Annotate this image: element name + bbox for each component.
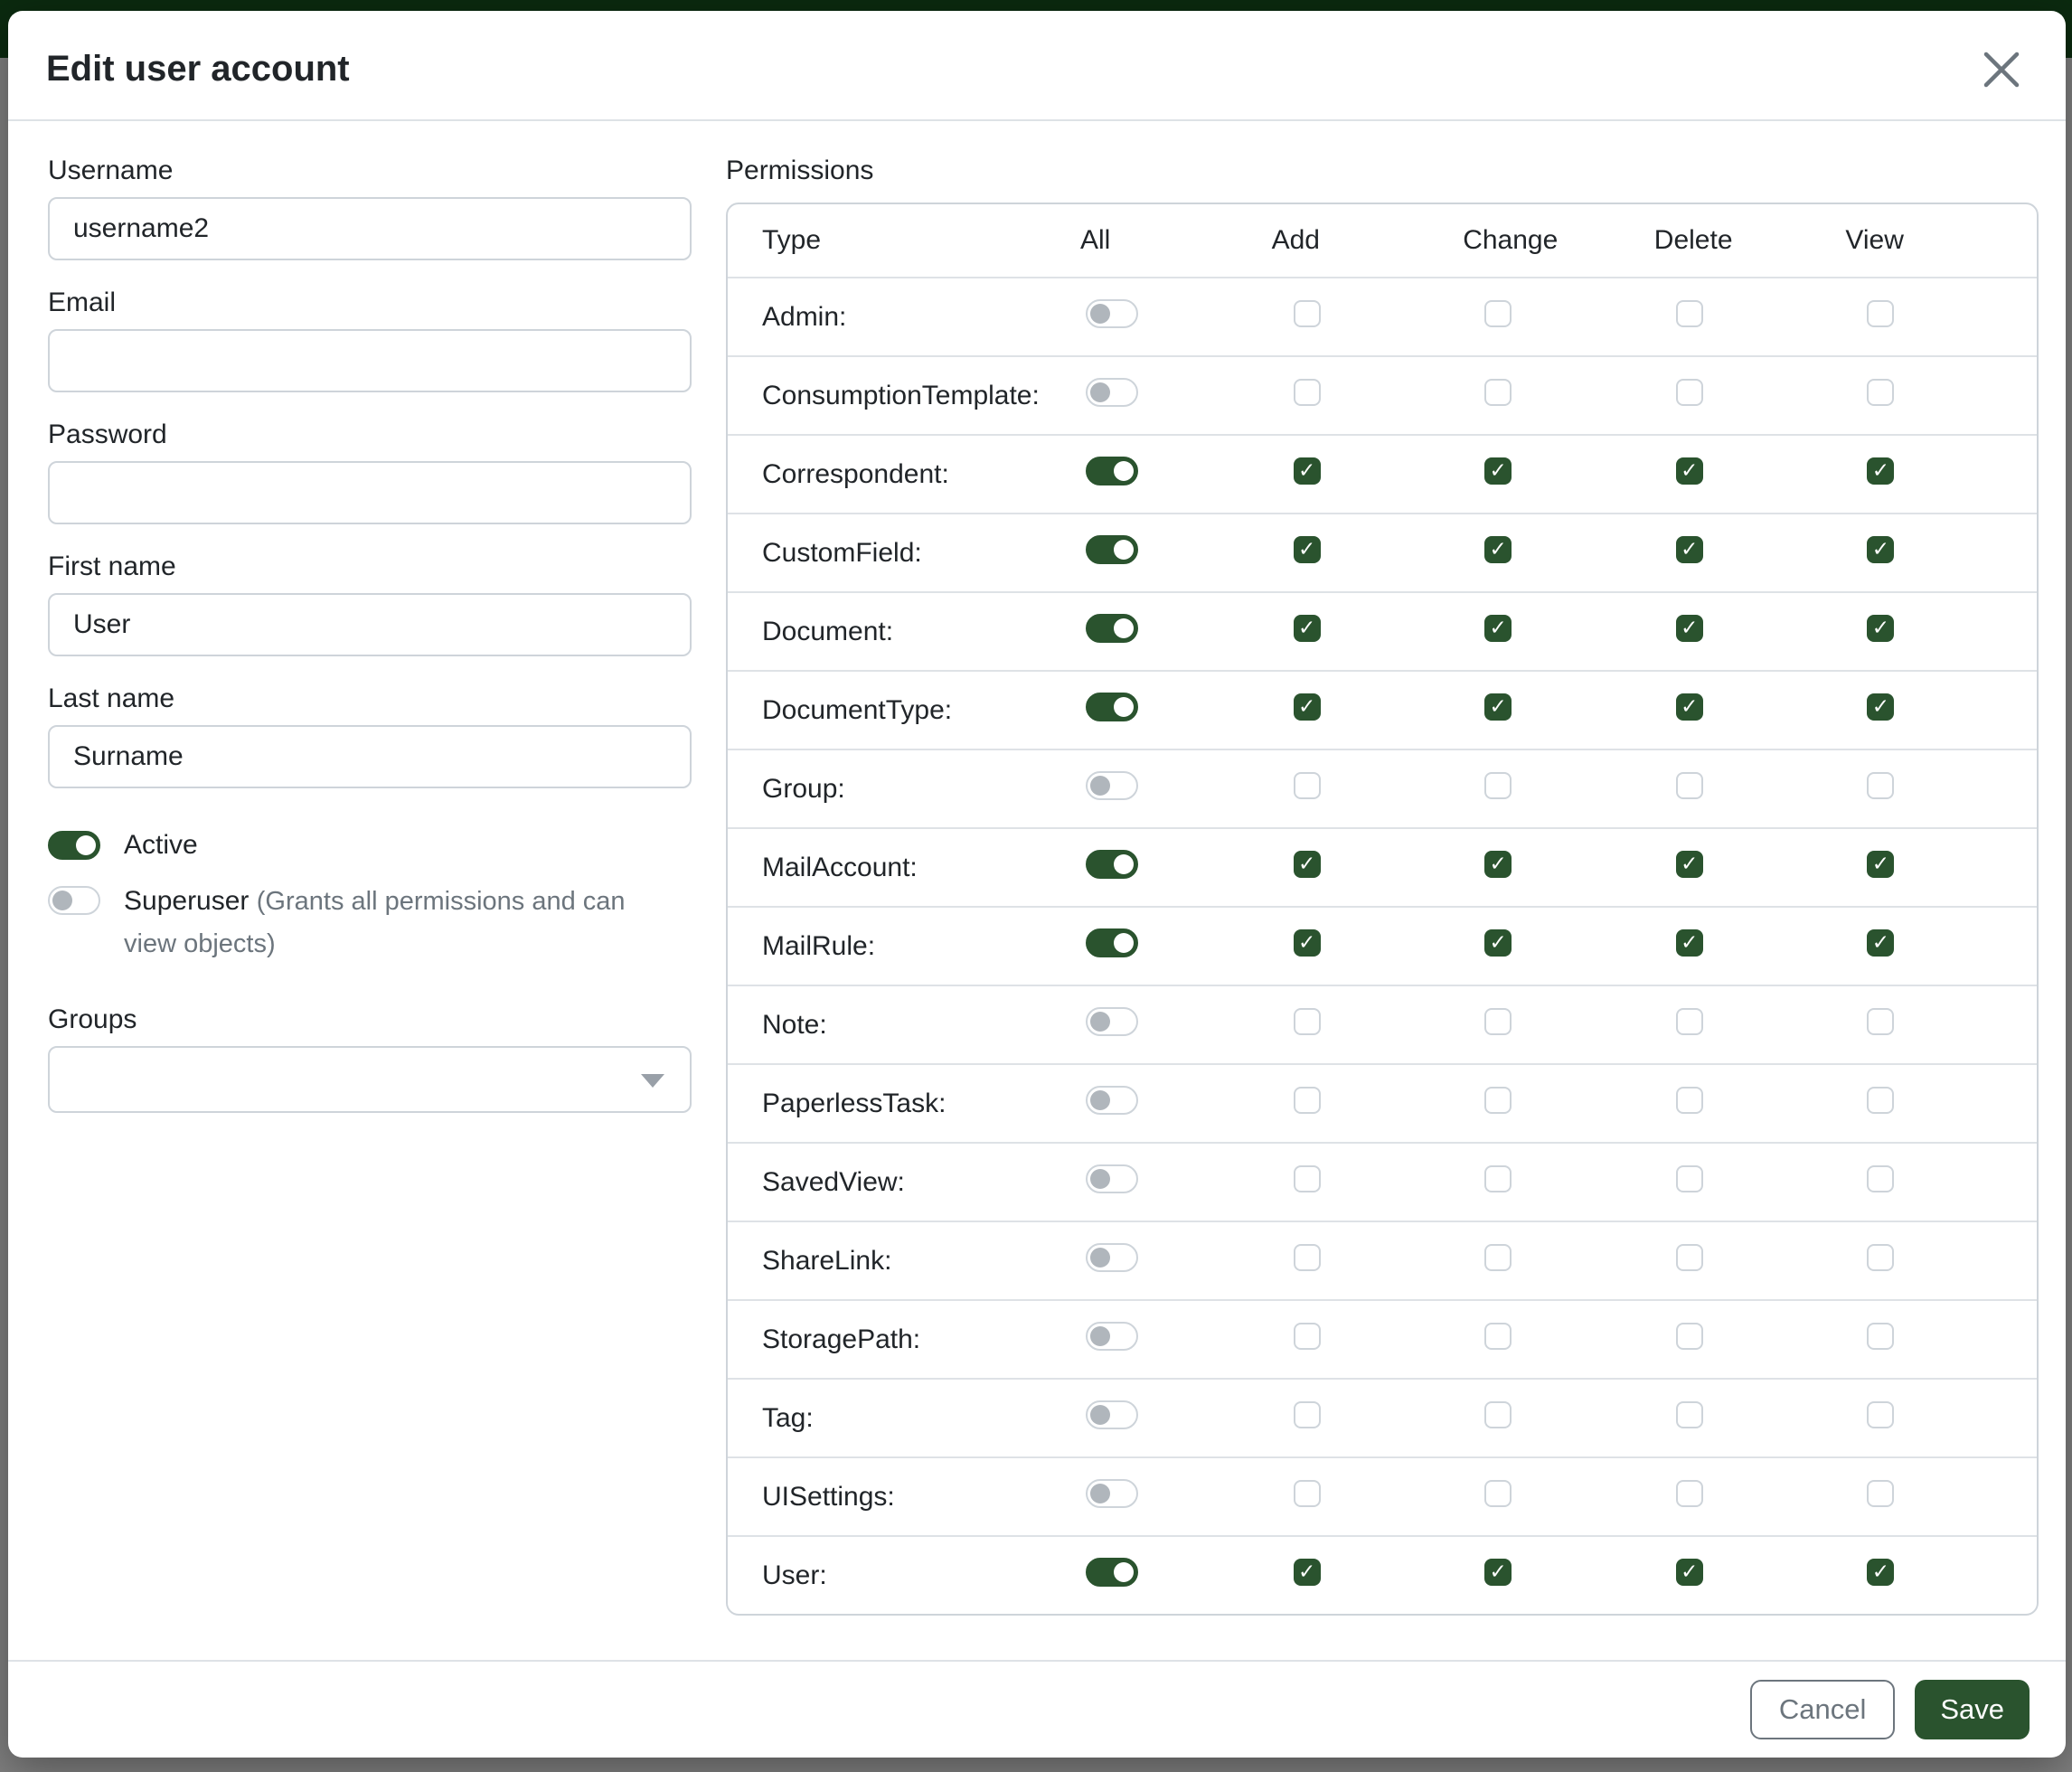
permission-delete-checkbox[interactable] [1676,1559,1703,1586]
permission-delete-cell [1654,1008,1846,1042]
permission-change-cell [1463,379,1654,413]
permission-change-cell [1463,1401,1654,1436]
permission-type-label: CustomField: [762,537,922,568]
permission-delete-cell [1654,772,1846,806]
last-name-input[interactable] [48,725,692,788]
permission-delete-cell [1654,615,1846,649]
permission-view-cell [1845,1323,2037,1357]
toggle-knob [76,835,96,855]
permission-view-cell [1845,851,2037,885]
permission-view-cell [1845,1008,2037,1042]
permission-add-cell [1272,1559,1464,1593]
permission-add-checkbox[interactable] [1294,1244,1321,1271]
password-label: Password [48,419,167,449]
permission-view-checkbox[interactable] [1867,1401,1894,1428]
permission-all-cell [1080,850,1272,886]
column-header-type: Type [762,225,822,255]
permission-add-checkbox[interactable] [1294,1008,1321,1035]
permission-view-checkbox[interactable] [1867,1008,1894,1035]
permission-all-toggle[interactable] [1086,457,1138,485]
permission-view-cell [1845,929,2037,964]
permission-all-cell [1080,1558,1272,1594]
permission-row [728,1221,2037,1299]
permission-delete-cell [1654,1244,1846,1278]
permission-type-label: Correspondent: [762,458,949,489]
permission-view-cell [1845,1244,2037,1278]
permissions-label: Permissions [726,156,874,185]
permissions-table [726,203,2039,1616]
column-header-view: View [1845,225,1904,255]
permission-add-checkbox[interactable] [1294,929,1321,957]
permission-all-toggle[interactable] [1086,1243,1138,1272]
permission-add-cell [1272,772,1464,806]
password-input[interactable] [48,461,692,524]
permission-change-checkbox[interactable] [1484,1165,1512,1192]
chevron-down-icon [641,1074,664,1088]
permission-row [728,1456,2037,1535]
permission-add-checkbox[interactable] [1294,615,1321,642]
column-header-all: All [1080,225,1111,255]
permission-delete-checkbox[interactable] [1676,1323,1703,1350]
permission-add-checkbox[interactable] [1294,1480,1321,1507]
permission-row [728,1142,2037,1221]
permission-view-cell [1845,379,2037,413]
toggle-knob [1090,1248,1110,1268]
permissions-section [726,156,2039,1660]
permission-add-cell [1272,693,1464,728]
modal-header [8,11,2066,121]
permission-change-cell [1463,536,1654,570]
permission-change-cell [1463,1165,1654,1200]
permission-change-cell [1463,772,1654,806]
permission-all-cell [1080,1086,1272,1122]
permission-change-checkbox[interactable] [1484,1244,1512,1271]
permission-change-cell [1463,457,1654,492]
groups-label: Groups [48,1004,137,1034]
permission-delete-checkbox[interactable] [1676,615,1703,642]
permission-type-label: MailAccount: [762,852,918,882]
save-button[interactable]: Save [1915,1680,2030,1739]
permission-add-cell [1272,1008,1464,1042]
permission-all-toggle[interactable] [1086,771,1138,800]
permission-all-cell [1080,771,1272,807]
first-name-field-group [48,551,692,656]
permission-add-cell [1272,929,1464,964]
permission-row [728,749,2037,827]
permission-add-checkbox[interactable] [1294,1165,1321,1192]
column-header-add: Add [1271,225,1320,255]
permission-delete-checkbox[interactable] [1676,536,1703,563]
permission-all-toggle[interactable] [1086,535,1138,564]
permission-change-checkbox[interactable] [1484,1480,1512,1507]
permission-add-checkbox[interactable] [1294,536,1321,563]
permission-view-cell [1845,1480,2037,1514]
permission-row [728,1299,2037,1378]
permission-view-checkbox[interactable] [1867,1480,1894,1507]
permission-change-checkbox[interactable] [1484,693,1512,721]
superuser-hint: (Grants all permissions and can view objects) [124,887,626,958]
column-header-change: Change [1463,225,1559,255]
permission-all-toggle[interactable] [1086,1007,1138,1036]
permission-change-checkbox[interactable] [1484,1008,1512,1035]
permission-change-checkbox[interactable] [1484,536,1512,563]
permission-delete-cell [1654,1165,1846,1200]
permission-type-label: Tag: [762,1402,814,1433]
permission-all-toggle[interactable] [1086,1558,1138,1587]
toggle-knob [1114,697,1134,717]
permission-delete-checkbox[interactable] [1676,300,1703,327]
toggle-knob [52,891,72,910]
permission-row [728,985,2037,1063]
active-switch-row [48,830,692,861]
permission-all-cell [1080,614,1272,650]
permission-all-cell [1080,457,1272,493]
permission-view-checkbox[interactable] [1867,457,1894,485]
permission-view-checkbox[interactable] [1867,615,1894,642]
permission-view-cell [1845,772,2037,806]
toggle-knob [1114,1562,1134,1582]
permission-view-cell [1845,615,2037,649]
toggle-knob [1090,776,1110,796]
permission-delete-cell [1654,536,1846,570]
permission-add-cell [1272,1480,1464,1514]
permission-view-checkbox[interactable] [1867,1165,1894,1192]
permission-change-cell [1463,1008,1654,1042]
email-input[interactable] [48,329,692,392]
close-button[interactable] [1973,42,2030,98]
permission-delete-cell [1654,693,1846,728]
permission-row [728,1535,2037,1614]
permission-all-toggle[interactable] [1086,1164,1138,1193]
permission-change-checkbox[interactable] [1484,1401,1512,1428]
permission-row [728,513,2037,591]
permission-type-label: ConsumptionTemplate: [762,380,1040,410]
permission-view-cell [1845,1559,2037,1593]
permission-view-checkbox[interactable] [1867,851,1894,878]
permission-view-checkbox[interactable] [1867,772,1894,799]
permission-all-toggle[interactable] [1086,850,1138,879]
permission-all-cell [1080,1322,1272,1358]
permission-delete-checkbox[interactable] [1676,379,1703,406]
permission-change-checkbox[interactable] [1484,1323,1512,1350]
permission-type-label: StoragePath: [762,1324,921,1354]
permission-view-checkbox[interactable] [1867,300,1894,327]
permission-delete-checkbox[interactable] [1676,457,1703,485]
permission-view-checkbox[interactable] [1867,1087,1894,1114]
permission-all-cell [1080,1164,1272,1201]
superuser-label: Superuser [124,886,250,916]
permission-view-checkbox[interactable] [1867,1244,1894,1271]
permission-add-cell [1272,1165,1464,1200]
toggle-knob [1090,1169,1110,1189]
permission-type-label: MailRule: [762,930,876,961]
permission-change-cell [1463,1559,1654,1593]
email-field-group [48,287,692,392]
toggle-knob [1090,304,1110,324]
permission-row [728,591,2037,670]
toggle-knob [1114,540,1134,560]
permission-row [728,827,2037,906]
permission-all-cell [1080,1243,1272,1279]
permission-add-checkbox[interactable] [1294,457,1321,485]
toggle-knob [1114,461,1134,481]
first-name-input[interactable] [48,593,692,656]
toggle-knob [1090,1090,1110,1110]
permission-add-checkbox[interactable] [1294,1087,1321,1114]
permission-change-checkbox[interactable] [1484,379,1512,406]
permission-add-checkbox[interactable] [1294,693,1321,721]
permission-type-label: Note: [762,1009,827,1040]
permission-change-cell [1463,1244,1654,1278]
first-name-label: First name [48,551,176,581]
modal-footer [8,1660,2066,1758]
permission-delete-cell [1654,851,1846,885]
edit-user-account-modal [8,11,2066,1758]
permission-view-cell [1845,693,2037,728]
username-input[interactable] [48,197,692,260]
toggle-knob [1090,382,1110,402]
permission-all-toggle[interactable] [1086,693,1138,721]
permission-all-cell [1080,299,1272,335]
groups-field-group [48,1004,692,1113]
permission-delete-cell [1654,300,1846,335]
permission-delete-checkbox[interactable] [1676,1087,1703,1114]
permission-view-checkbox[interactable] [1867,1559,1894,1586]
permission-type-label: DocumentType: [762,694,953,725]
permission-change-checkbox[interactable] [1484,457,1512,485]
permission-add-checkbox[interactable] [1294,379,1321,406]
permission-change-cell [1463,300,1654,335]
permission-view-cell [1845,1165,2037,1200]
permission-all-cell [1080,1007,1272,1043]
permission-delete-checkbox[interactable] [1676,693,1703,721]
permission-add-cell [1272,457,1464,492]
permission-view-checkbox[interactable] [1867,379,1894,406]
active-toggle[interactable] [48,831,100,860]
permission-change-cell [1463,929,1654,964]
permission-delete-cell [1654,929,1846,964]
toggle-knob [1114,933,1134,953]
permission-add-cell [1272,379,1464,413]
toggle-knob [1090,1012,1110,1032]
permission-add-checkbox[interactable] [1294,300,1321,327]
permission-delete-cell [1654,457,1846,492]
permission-all-toggle[interactable] [1086,1322,1138,1351]
permission-add-cell [1272,851,1464,885]
permission-delete-cell [1654,1087,1846,1121]
toggle-knob [1090,1405,1110,1425]
permission-row [728,1063,2037,1142]
permission-delete-checkbox[interactable] [1676,1165,1703,1192]
permission-row [728,906,2037,985]
permission-add-cell [1272,300,1464,335]
permission-change-checkbox[interactable] [1484,772,1512,799]
permission-all-cell [1080,378,1272,414]
permission-view-checkbox[interactable] [1867,929,1894,957]
permission-all-cell [1080,693,1272,729]
permission-view-checkbox[interactable] [1867,1323,1894,1350]
permission-view-cell [1845,300,2037,335]
permission-all-cell [1080,535,1272,571]
permission-change-cell [1463,1323,1654,1357]
permission-change-cell [1463,1480,1654,1514]
permission-all-toggle[interactable] [1086,928,1138,957]
permissions-rows [728,277,2037,1614]
permissions-header-row [728,204,2037,277]
column-header-delete: Delete [1653,225,1733,255]
permission-delete-cell [1654,1480,1846,1514]
permission-type-label: User: [762,1560,827,1590]
permission-change-checkbox[interactable] [1484,851,1512,878]
cancel-button[interactable]: Cancel [1750,1680,1896,1739]
groups-select[interactable] [48,1046,692,1113]
toggle-knob [1114,854,1134,874]
permission-all-toggle[interactable] [1086,614,1138,643]
permission-type-label: PaperlessTask: [762,1088,947,1118]
permission-add-checkbox[interactable] [1294,1559,1321,1586]
permission-delete-checkbox[interactable] [1676,772,1703,799]
permission-view-cell [1845,536,2037,570]
active-label: Active [124,830,198,860]
permission-type-label: Admin: [762,301,847,332]
permission-delete-cell [1654,1401,1846,1436]
toggle-knob [1114,618,1134,638]
permission-type-label: UISettings: [762,1481,895,1512]
permission-row [728,670,2037,749]
permission-add-cell [1272,615,1464,649]
permission-delete-checkbox[interactable] [1676,1401,1703,1428]
toggle-knob [1090,1484,1110,1503]
permission-all-cell [1080,1400,1272,1437]
permission-view-cell [1845,1087,2037,1121]
permission-add-cell [1272,1401,1464,1436]
permission-change-checkbox[interactable] [1484,1087,1512,1114]
permission-add-cell [1272,1087,1464,1121]
user-form [48,156,692,1660]
permission-all-toggle[interactable] [1086,1086,1138,1115]
permission-add-checkbox[interactable] [1294,1401,1321,1428]
username-label: Username [48,156,174,185]
permission-change-checkbox[interactable] [1484,300,1512,327]
close-icon [1981,80,2022,93]
permission-all-toggle[interactable] [1086,299,1138,328]
permission-change-cell [1463,851,1654,885]
permission-change-cell [1463,1087,1654,1121]
last-name-label: Last name [48,683,175,713]
permission-change-cell [1463,615,1654,649]
toggle-knob [1090,1326,1110,1346]
permission-type-label: Document: [762,616,894,646]
superuser-toggle[interactable] [48,886,100,915]
permission-all-cell [1080,928,1272,965]
permission-change-cell [1463,693,1654,728]
permission-row [728,434,2037,513]
permission-add-cell [1272,1323,1464,1357]
permission-type-label: Group: [762,773,845,804]
permission-delete-cell [1654,379,1846,413]
permission-delete-checkbox[interactable] [1676,1480,1703,1507]
permission-add-cell [1272,536,1464,570]
permission-delete-cell [1654,1559,1846,1593]
last-name-field-group [48,683,692,788]
permission-add-cell [1272,1244,1464,1278]
permission-delete-checkbox[interactable] [1676,1244,1703,1271]
permission-add-checkbox[interactable] [1294,851,1321,878]
permission-all-toggle[interactable] [1086,1400,1138,1429]
superuser-text [124,881,648,965]
permission-all-toggle[interactable] [1086,378,1138,407]
permission-row [728,277,2037,355]
superuser-switch-row [48,881,692,965]
password-field-group [48,419,692,524]
permission-type-label: ShareLink: [762,1245,892,1276]
permission-type-label: SavedView: [762,1166,905,1197]
permission-view-cell [1845,457,2037,492]
permission-view-cell [1845,1401,2037,1436]
permission-delete-checkbox[interactable] [1676,1008,1703,1035]
permission-delete-checkbox[interactable] [1676,851,1703,878]
email-label: Email [48,287,117,317]
permission-view-checkbox[interactable] [1867,536,1894,563]
permission-row [728,355,2037,434]
permission-all-cell [1080,1479,1272,1515]
modal-title: Edit user account [46,49,350,89]
permission-view-checkbox[interactable] [1867,693,1894,721]
username-field-group [48,156,692,260]
permission-change-checkbox[interactable] [1484,615,1512,642]
permission-change-checkbox[interactable] [1484,1559,1512,1586]
permission-add-checkbox[interactable] [1294,1323,1321,1350]
permission-delete-checkbox[interactable] [1676,929,1703,957]
permission-row [728,1378,2037,1456]
permission-delete-cell [1654,1323,1846,1357]
modal-body [8,121,2066,1660]
permission-change-checkbox[interactable] [1484,929,1512,957]
permission-add-checkbox[interactable] [1294,772,1321,799]
permission-all-toggle[interactable] [1086,1479,1138,1508]
